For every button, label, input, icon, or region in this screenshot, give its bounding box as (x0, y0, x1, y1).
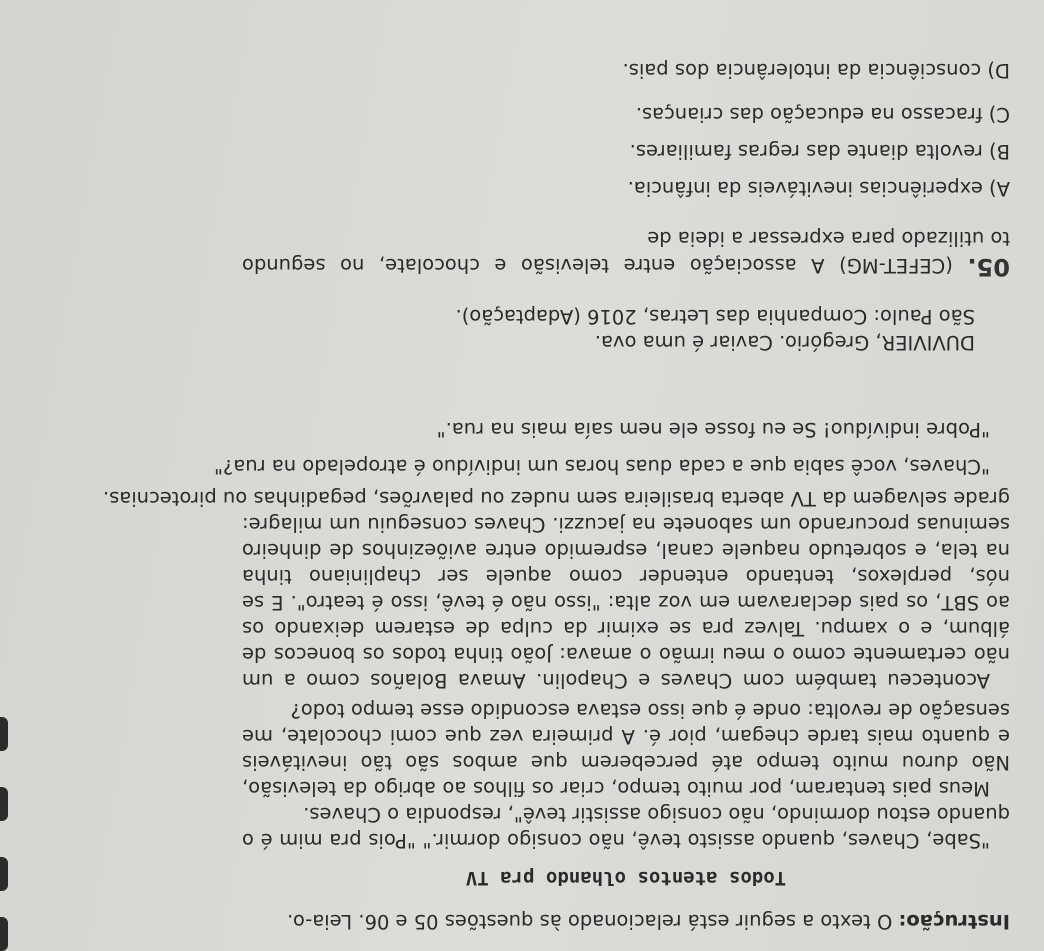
instruction-text: O texto a seguir está relacionado às questões 05 e 06. Leia-o. (287, 910, 893, 933)
paragraph-line: "Sabe, Chaves, quando assisto tevê, não consigo dormir." "Pois pra mim é o (242, 829, 990, 852)
paragraph (242, 416, 1010, 442)
paragraph-line: quando estou dormindo, não consigo assistir tevê", respondia o Chaves. (303, 803, 1010, 826)
citation-line: DUVIVIER, Gregório. Caviar é uma ova. (594, 331, 975, 354)
text-title: Todos atentos olhando pra TV (465, 867, 787, 889)
paragraph-line: na tela, e sobretudo naquele canal, espremido entre aviõezinhos de dinheiro (242, 539, 1010, 562)
paragraph-line: sensação de revolta: onde é que isso estava escondido esse tempo todo? (290, 699, 1010, 722)
binding-mark (0, 917, 8, 951)
paragraph-line: não certamente como o meu irmão o amava: João tinha todos os bonecos de (242, 643, 1010, 666)
paragraph (213, 453, 1010, 479)
paragraph (242, 697, 1010, 801)
paragraph-line: Aconteceu também com Chaves e Chapolin. Amava Bolaños como a um (242, 669, 990, 692)
instruction-label: Instrução: (898, 910, 1010, 933)
paragraph-line: ao SBT, os pais declaravam em voz alta: "isso não é tevê, isso é teatro". E se (242, 591, 1010, 614)
option-a[interactable]: A) experiências inevitáveis da infância. (627, 177, 1010, 200)
instruction (242, 910, 1010, 933)
paragraph-line: álbum, e o xampu. Talvez pra se eximir da culpa de estarem deixando os (242, 617, 1010, 640)
paragraph-line: Não durou muito tempo até perceberem que ambos são tão inevitáveis (242, 751, 1010, 774)
paragraph-line: seminuas procurando um sabonete na jacuzzi. Chaves conseguiu um milagre: (242, 513, 1010, 536)
question-05 (242, 225, 1010, 283)
question-number: 05. (967, 253, 1010, 281)
text-body (102, 405, 1010, 853)
paragraph-line: nós, perplexos, tentando entender como aquele ser chapliniano tinha (242, 565, 1010, 588)
paragraph-line: e quanto mais tarde chegam, pior é. A primeira vez que comi chocolate, me (242, 725, 1010, 748)
option-c[interactable]: C) fracasso na educação das crianças. (635, 103, 1010, 126)
paragraph-line: Meus pais tentaram, por muito tempo, criar os filhos ao abrigo da televisão, (242, 777, 990, 800)
binding-mark (0, 717, 8, 751)
paragraph (102, 485, 1010, 693)
question-line: (CEFET-MG) A associação entre televisão e chocolate, no segundo (242, 254, 953, 277)
binding-mark (0, 787, 8, 821)
paragraph-line: grade selvagem da TV aberta brasileira sem nudez ou palavrões, pegadinhas ou pirotecnias. (102, 487, 1010, 510)
option-b[interactable]: B) revolta diante das regras familiares. (629, 140, 1010, 163)
paragraph-line: "Pobre indivíduo! Se eu fosse ele nem saía mais na rua." (436, 418, 990, 441)
citation (375, 303, 975, 355)
question-line: to utilizado para expressar a ideia de (647, 227, 1010, 250)
option-d[interactable]: D) consciência da intolerância dos pais. (622, 59, 1010, 82)
paragraph (242, 801, 1010, 853)
binding-mark (0, 857, 8, 891)
citation-line: São Paulo: Companhia das Letras, 2016 (Adaptação). (455, 305, 975, 328)
paragraph-line: "Chaves, você sabia que a cada duas horas um indivíduo é atropelado na rua?" (213, 455, 990, 478)
